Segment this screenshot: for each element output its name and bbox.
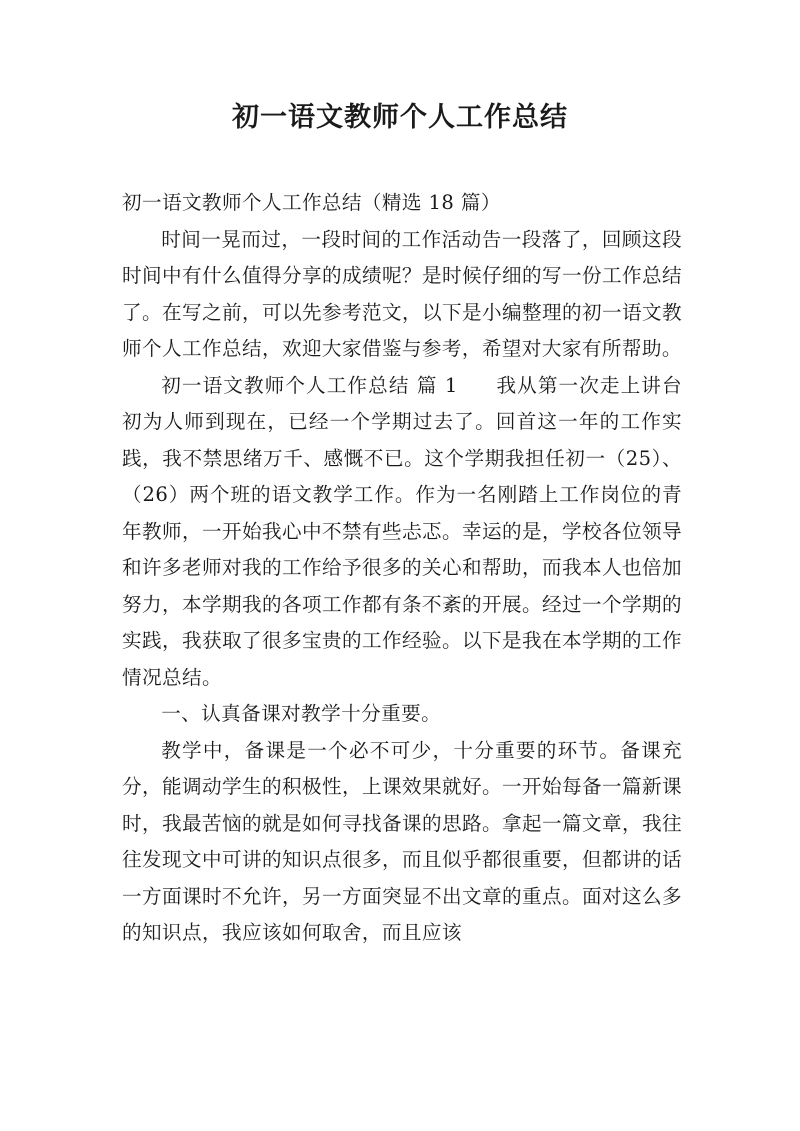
document-subtitle: 初一语文教师个人工作总结（精选 18 篇）	[122, 191, 501, 214]
point-1-heading: 一、认真备课对教学十分重要。	[161, 702, 442, 725]
section-1-text: 我从第一次走上讲台初为人师到现在，已经一个学期过去了。回首这一年的工作实践，我不禁思绪万千、感慨不已。这个学期我担任初一（25）、（26）两个班的语文教学工作。作为一名刚踏上工作岗位的青年教师，一开始我心中不禁有些忐忑。幸运的是，学校各位领导和许多老师对我的工作给予很多的关心和帮助，而我本人也倍加努力，本学期我的各项工作都有条不紊的开展。经过一个学期的实践，我获取了很多宝贵的工作经验。以下是我在本学期的工作情况总结。	[122, 373, 682, 689]
point-1-paragraph: 教学中，备课是一个必不可少，十分重要的环节。备课充分，能调动学生的积极性，上课效果就好。一开始每备一篇新课时，我最苦恼的就是如何寻找备课的思路。拿起一篇文章，我往往发现文中可讲的知识点很多，而且似乎都很重要，但都讲的话一方面课时不允许，另一方面突显不出文章的重点。面对这么多的知识点，我应该如何取舍，而且应该	[122, 738, 682, 944]
intro-paragraph: 时间一晃而过，一段时间的工作活动告一段落了，回顾这段时间中有什么值得分享的成绩呢？是时候仔细的写一份工作总结了。在写之前，可以先参考范文，以下是小编整理的初一语文教师个人工作总结，欢迎大家借鉴与参考，希望对大家有所帮助。	[122, 227, 682, 360]
section-1-paragraph	[122, 368, 682, 697]
section-1-heading: 初一语文教师个人工作总结 篇 1	[161, 373, 458, 397]
document-title: 初一语文教师个人工作总结	[232, 102, 568, 133]
document-body	[122, 185, 682, 952]
